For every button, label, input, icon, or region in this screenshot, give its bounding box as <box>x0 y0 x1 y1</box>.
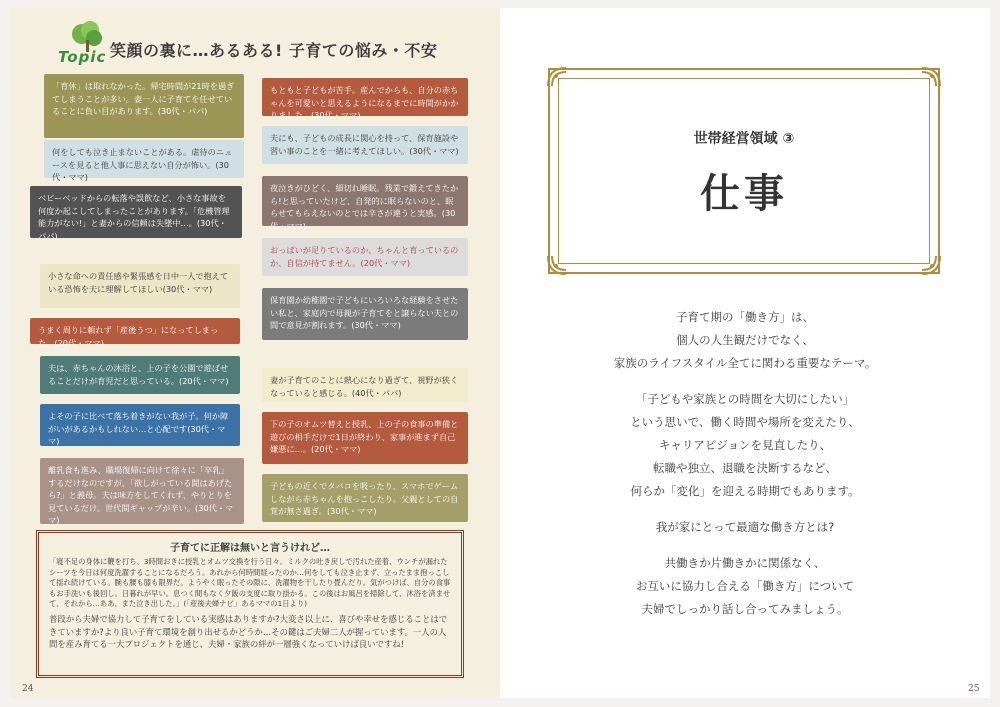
answer-box <box>36 530 464 678</box>
page-title: 笑顔の裏に…あるある! 子育ての悩み・不安 <box>110 41 438 60</box>
text-line: という思いで、働く時間や場所を変えたり、 <box>630 415 860 429</box>
ornament-corner-icon <box>546 66 568 88</box>
paragraph <box>560 306 930 375</box>
text-line: 夫婦でしっかり話し合ってみましょう。 <box>641 602 849 616</box>
bubble-worry-5: うまく周りに頼れず「産後うつ」になってしまった。(20代・ママ) <box>30 318 240 344</box>
paragraph <box>560 552 930 621</box>
text-line: 何らか「変化」を迎える時期でもあります。 <box>630 484 860 498</box>
paragraph <box>560 516 930 539</box>
page-number-right: 25 <box>968 684 980 694</box>
page-number-left: 24 <box>22 684 34 694</box>
bubble-worry-8: 離乳食も進み、職場復帰に向けて徐々に「卒乳」するだけなのですが、「欲しがっている間はあげたら?」と義母。夫は味方をしてくれず、やりとりを見ているだけ。世代間ギャップが辛い。(30代・ママ) <box>40 458 244 524</box>
bubble-worry-15: 下の子のオムツ替えと授乳、上の子の食事の準備と遊びの相手だけで1日が終わり、家事が進まず自己嫌悪に…。(20代・ママ) <box>262 412 468 464</box>
section-title: 仕事 <box>700 171 788 217</box>
text-line: 子育て期の「働き方」は、 <box>676 310 814 324</box>
bubble-worry-1: 「育休」は取れなかった。帰宅時間が21時を過ぎてしまうことが多い。妻一人に子育てを任せていることに負い目があります。(30代・パパ) <box>44 74 244 138</box>
bubble-worry-2: 何をしても泣き止まないことがある。虐待のニュースを見ると他人事に思えない自分が怖い。(30代・ママ) <box>44 140 244 178</box>
bubble-worry-16: 子どもの近くでタバコを吸ったり、スマホでゲームしながら赤ちゃんを抱っこしたり。父親としての自覚が無さ過ぎ。(30代・ママ) <box>262 474 468 522</box>
ornament-corner-icon <box>920 254 942 276</box>
text-line: 「子どもや家族との時間を大切にしたい」 <box>635 392 855 406</box>
text-line: お互いに協力し合える「働き方」について <box>635 579 855 593</box>
bubble-worry-4: 小さな命への責任感や緊張感を日中一人で抱えている恐怖を夫に理解してほしい(30代・ママ) <box>40 264 240 308</box>
bubble-worry-13: 保育園か幼稚園で子どもにいろいろな経験をさせたい私と、家庭内で母親が子育てをと譲らない夫との間で意見が割れます。(30代・ママ) <box>262 288 468 340</box>
bubble-worry-14: 妻が子育てのことに熱心になり過ぎて、視野が狭くなっていると感じる。(40代・パパ) <box>262 368 468 402</box>
bubble-worry-6: 夫は、赤ちゃんの沐浴と、上の子を公園で遊ばせることだけが育児だと思っている。(20代・ママ) <box>40 356 240 394</box>
ornament-corner-icon <box>546 254 568 276</box>
intro-text <box>560 306 930 634</box>
paragraph <box>560 388 930 503</box>
bubble-worry-11: 夜泣きがひどく、細切れ睡眠。残業で鍛えてきたから!と思っていたけど、自発的に眠らないのと、眠らせてもらえないのとでは辛さが違うと実感。(30代・ママ) <box>262 176 468 226</box>
text-line: 個人の人生観だけでなく、 <box>676 333 814 347</box>
text-line: 共働きか片働きかに関係なく、 <box>664 556 826 570</box>
text-line: キャリアビジョンを見直したり、 <box>658 438 832 452</box>
bubble-worry-12: おっぱいが足りているのか、ちゃんと育っているのか、自信が持てません。(20代・ママ) <box>262 238 468 276</box>
bubble-worry-3: ベビーベッドからの転落や誤飲など、小さな事故を何度か起こしてしまったことがあります。「危機管理能力がない!」と妻からの信頼は失墜中…。(30代・パパ) <box>30 186 242 238</box>
text-line: 我が家にとって最適な働き方とは? <box>655 520 835 534</box>
answer-quote: 「寝不足の身体に鞭を打ち、3時間おきに授乳とオムツ交換を行う日々。ミルクの吐き戻しで汚れた産着、ウンチが漏れたシーツを今日は何度洗濯することになるだろう。あれから何時間経ったのか…何をしても泣き止まず、立ったまま抱っこして揺れ続けている。腕も腰も膝も限界だ。ようやく眠ったその隙に、洗濯物を干したり畳んだり。気がつけば、自分の食事もお手洗いも後回し。日暮れが早い。息つく間もなく夕飯の支度に取り掛かる。この後はお風呂を掃除して、沐浴を済ませて、それから…ああ、また泣き出した。」(「産後夫婦ナビ」あるママの1日より) <box>49 557 451 609</box>
bubble-worry-10: 夫にも、子どもの成長に関心を持って、保育施設や習い事のことを一緒に考えてほしい。(30代・ママ) <box>262 126 468 164</box>
bubble-worry-9: もともと子どもが苦手。産んでからも、自分の赤ちゃんを可愛いと思えるようになるまでに時間がかかりました。(30代・ママ) <box>262 78 468 116</box>
topic-label: Topic <box>58 48 107 66</box>
answer-closing: 普段から夫婦で協力して子育てをしている実感はありますか?大変さ以上に、喜びや幸せを感じることはできていますか?より良い子育て環境を創り出せるかどうか…その鍵はご夫婦二人が握っています。一人の人間を産み育てる一大プロジェクトを通じ、夫婦・家族の絆が一層強くなっていけば良いですね! <box>49 613 448 650</box>
text-line: 転職や独立、退職を決断するなど、 <box>653 461 837 475</box>
bubble-worry-7: よその子に比べて落ち着きがない我が子。何か障がいがあるかもしれない…と心配です(30代・ママ) <box>40 404 240 446</box>
section-label: 世帯経営領域 ③ <box>693 131 795 147</box>
section-frame <box>548 68 940 274</box>
text-line: 家族のライフスタイル全てに関わる重要なテーマ。 <box>613 356 877 370</box>
ornament-corner-icon <box>920 66 942 88</box>
answer-heading: 子育てに正解は無いと言うけれど… <box>170 543 330 554</box>
